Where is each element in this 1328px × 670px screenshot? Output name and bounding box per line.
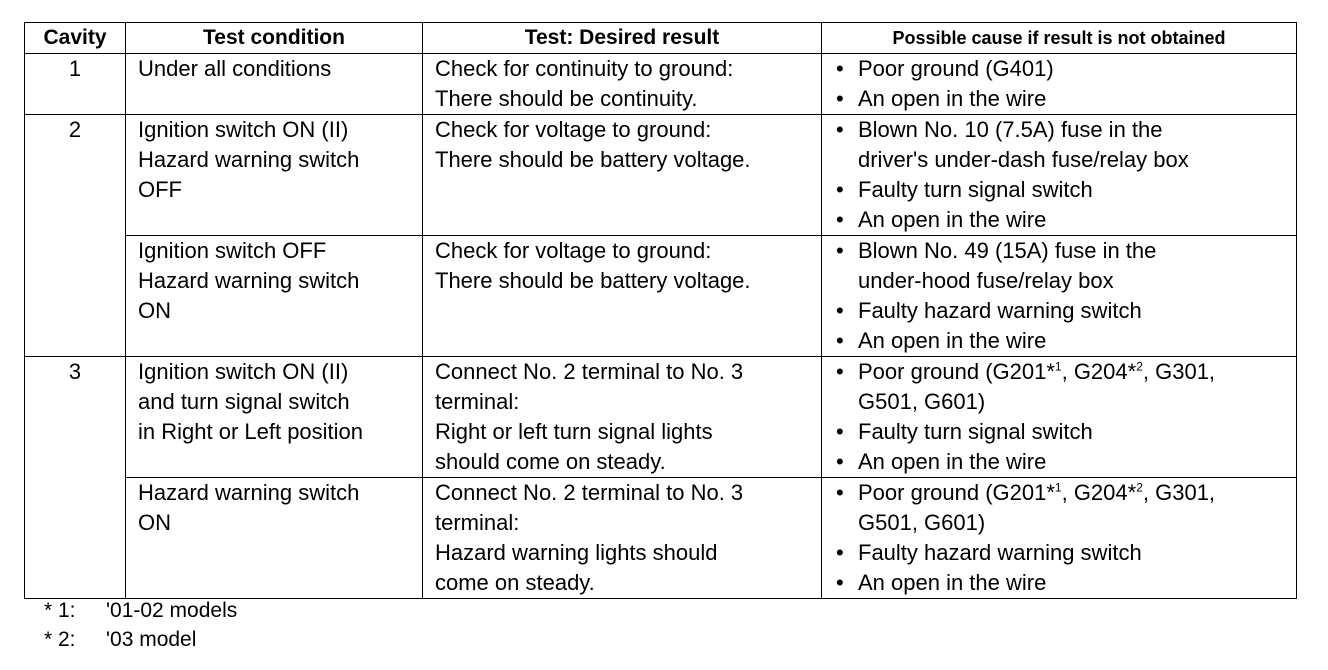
- condition-cell: Under all conditions: [126, 54, 423, 115]
- table-row: [25, 54, 1297, 115]
- cause-cell: [822, 115, 1297, 236]
- cavity-cell: 3: [25, 357, 126, 599]
- list-item: • Poor ground (G201*$^1$, G204*$^2$, G301, G501, G601): [832, 357, 1296, 417]
- list-item: • An open in the wire: [832, 447, 1296, 477]
- condition-cell: Hazard warning switch ON: [126, 478, 423, 599]
- list-item: • Poor ground (G401): [832, 54, 1296, 84]
- header-cavity: Cavity: [25, 23, 126, 54]
- result-cell: Check for voltage to ground: There should be battery voltage.: [423, 236, 822, 357]
- list-item: • Blown No. 10 (7.5A) fuse in the driver's under-dash fuse/relay box: [832, 115, 1296, 175]
- result-cell: Connect No. 2 terminal to No. 3 terminal: Right or left turn signal lights should come on steady.: [423, 357, 822, 478]
- cause-cell: [822, 54, 1297, 115]
- list-item: • An open in the wire: [832, 205, 1296, 235]
- cause-cell: [822, 357, 1297, 478]
- footnote-1: * 1: '01-02 models: [44, 599, 238, 622]
- list-item: • Poor ground (G201*$^1$, G204*$^2$, G301, G501, G601): [832, 478, 1296, 538]
- header-test-condition: Test condition: [126, 23, 423, 54]
- cause-cell: [822, 236, 1297, 357]
- footnotes: [44, 596, 237, 654]
- list-item: • Faulty hazard warning switch: [832, 296, 1296, 326]
- header-possible-cause: Possible cause if result is not obtained: [822, 23, 1297, 54]
- table-row: [25, 357, 1297, 478]
- table-row: [25, 236, 1297, 357]
- list-item: • An open in the wire: [832, 84, 1296, 114]
- condition-cell: Ignition switch ON (II) and turn signal switch in Right or Left position: [126, 357, 423, 478]
- condition-cell: Ignition switch ON (II) Hazard warning switch OFF: [126, 115, 423, 236]
- table-row: [25, 115, 1297, 236]
- cause-cell: [822, 478, 1297, 599]
- list-item: • Faulty hazard warning switch: [832, 538, 1296, 568]
- condition-cell: Ignition switch OFF Hazard warning switch ON: [126, 236, 423, 357]
- header-desired-result: Test: Desired result: [423, 23, 822, 54]
- result-cell: Check for continuity to ground: There should be continuity.: [423, 54, 822, 115]
- result-cell: Connect No. 2 terminal to No. 3 terminal: Hazard warning lights should come on steady.: [423, 478, 822, 599]
- list-item: • An open in the wire: [832, 326, 1296, 356]
- list-item: • Blown No. 49 (15A) fuse in the under-hood fuse/relay box: [832, 236, 1296, 296]
- cavity-cell: 2: [25, 115, 126, 357]
- footnote-2: * 2: '03 model: [44, 628, 197, 651]
- list-item: • An open in the wire: [832, 568, 1296, 598]
- result-cell: Check for voltage to ground: There should be battery voltage.: [423, 115, 822, 236]
- list-item: • Faulty turn signal switch: [832, 417, 1296, 447]
- list-item: • Faulty turn signal switch: [832, 175, 1296, 205]
- cavity-cell: 1: [25, 54, 126, 115]
- diagnostic-table: [24, 22, 1297, 599]
- header-row: [25, 23, 1297, 54]
- table-row: [25, 478, 1297, 599]
